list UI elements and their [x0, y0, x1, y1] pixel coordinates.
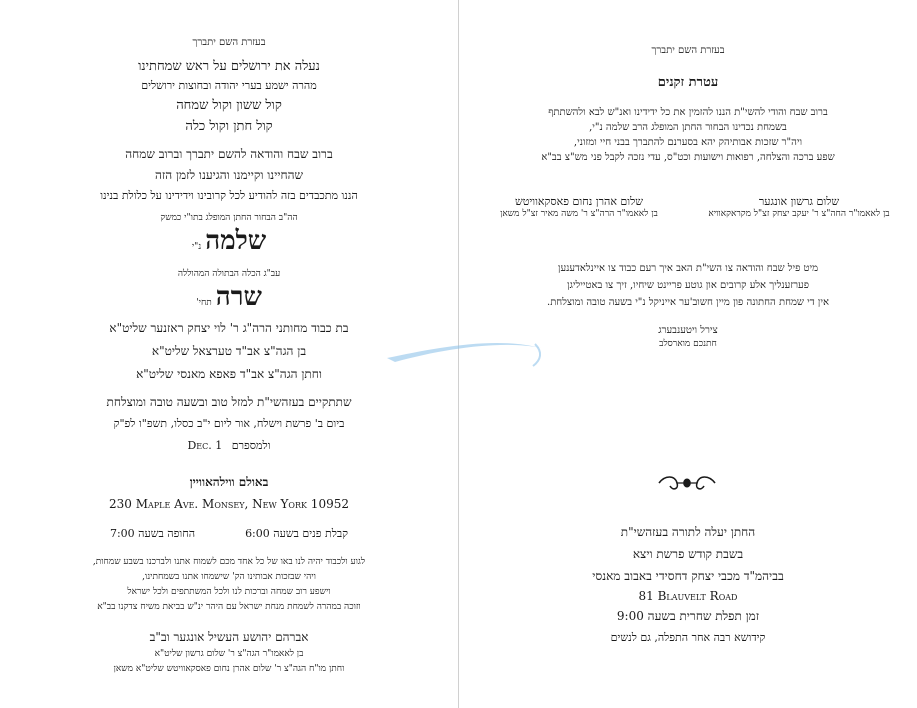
mazel-tov-line: שתתקיים בעזהשי"ת למזל טוב ובשעה טובה ומוצלחת: [106, 395, 352, 409]
paragraph-line-2: בשמחת נכדינו הבחור החתן המופלג הרב שלמה נ"י,: [589, 122, 787, 133]
hall-address: 230 Maple Ave. Monsey, New York 10952: [109, 497, 349, 511]
bride-parent-3: וחתן הגה"צ אב"ד פאפא מאנסי שליט"א: [136, 367, 322, 381]
bride-name-row: [0, 282, 458, 312]
aufruf-line-1: החתן יעלה לתורה בעזהשי"ת: [620, 525, 756, 539]
yiddish-signature: צירל ויטענבערג: [658, 325, 718, 336]
flourish-ornament: [655, 472, 719, 494]
civil-date: Dec. 1: [187, 439, 223, 452]
praise-line: ברוב שבח והודאה להשם יתברך וברוב שמחה: [125, 147, 333, 161]
verse-line-3: קול ששון וקול שמחה: [176, 98, 282, 113]
shehecheyanu-line: שהחיינו וקיימנו והגיענו לזמן הזה: [154, 168, 304, 182]
grandfather-1-name: שלום גרשון אונגער: [758, 195, 840, 208]
aufruf-line-2: בשבת קודש פרשת ויצא: [632, 547, 744, 561]
grandfather-2: [469, 195, 689, 221]
swoosh-decoration: [385, 330, 545, 370]
hall-name: באולם ווילהאוויין: [189, 475, 269, 489]
b-ezras-hashem: בעזרת השם יתברך: [192, 37, 266, 48]
kabbalas-panim-time: 6:00: [245, 527, 270, 540]
b-ezras-hashem-right: בעזרת השם יתברך: [651, 45, 725, 56]
grandfather-2-line: בן לאאמו"ר הרה"צ ר' משה מאיר זצ"ל משאן: [500, 209, 658, 220]
ateres-zekeinim-heading: עטרת זקנים: [657, 75, 719, 90]
bride-parent-2: בן הגה"צ אב"ד טערצאל שליט"א: [151, 344, 307, 358]
yiddish-line-1: מיט פיל שבח והודאה צו השי"ת האב איך רעם כבוד צו איינלאדענען: [557, 263, 819, 274]
verse-line-2: מהרה ישמע בערי יהודה ובחוצות ירושלים: [141, 79, 317, 92]
civil-date-label: ולמספרם: [231, 439, 271, 452]
aufruf-line-4: זמן תפלת שחרית בשעה 9:00: [616, 609, 760, 623]
yiddish-line-2: פערזענליך אלע קרובים און גוטע פריינט שיחיו, זיך צו באטייליגן: [567, 280, 809, 291]
verse-line-4: קול חתן וקול כלה: [185, 119, 273, 134]
shacharis-time: 9:00: [616, 609, 644, 623]
note-line-1: לגוע ולכבוד יהיה לנו באו של כל אחד מכם לשמוח אתנו ולברכנו בשבע שמחות,: [92, 557, 366, 567]
bride-parent-1: בת כבוד מחותני הרה"ג ר' לוי יצחק ראזנער שליט"א: [109, 321, 349, 335]
groom-name: שלמה: [205, 226, 267, 256]
signature-name: אברהם יהושע העשיל אונגער וב"ב: [149, 630, 309, 644]
grandfather-2-name: שלום אהרן נחום פאסקאוויטש: [514, 195, 644, 208]
aufruf-line-3: בביהמ"ד מכבי יצחק דחסידי באבוב מאנסי: [592, 569, 784, 583]
signature-line-2: בן לאאמו"ר הגה"צ ר' שלום גרשון שליט"א: [154, 649, 304, 659]
paragraph-line-3: ויה"ר שזכות אבותיהק יהא בסערנם להתברך בבני חיי ומזוני,: [573, 137, 803, 148]
announce-line: הננו מתכבדים בזה להודיע לכל קרובינו וידידינו על כלולת בנינו: [100, 189, 358, 202]
signature-line-3: וחתן מו"ח הגה"צ ר' שלום אהרן נחום פאסקאוויטש שליט"א משאן: [113, 664, 345, 674]
paragraph-line-1: ברוב שבח והודי להשי"ת הננו להזמין את כל ידידינו ואנ"ש לבא ולהשתתף: [548, 107, 828, 118]
chuppa: החופה בשעה 7:00: [109, 527, 196, 540]
hebrew-date: ביום ב' פרשת וישלח, אור ליום י"ב כסלו, תשפ"ו לפ"ק: [113, 417, 345, 430]
grandfather-1-line: בן לאאמו"ר החה"צ ר' יעקב יצחק זצ"ל מקראקאוויא: [708, 209, 890, 220]
aufruf-address: 81 Blauvelt Road: [638, 589, 738, 603]
groom-title: הה"ב הבחור החתן המופלג בתו"י כמשק: [160, 213, 298, 223]
note-line-4: וזוכה במהרה לשמחת מנחת ישראל עם היהר ינ"ש בביאת משיח צדקנו בב"א: [97, 602, 361, 612]
grandfather-1: [689, 195, 909, 221]
groom-suffix: נ"י: [191, 242, 202, 252]
yiddish-signature-2: חתנכם מוארסלב: [659, 339, 717, 349]
note-line-3: וישפע רוב שמחה וברכות לנו ולכל המשתתפים ולכל ישראל: [127, 587, 331, 597]
kabbalas-panim: קבלת פנים בשעה 6:00: [245, 527, 349, 540]
paragraph-line-4: שפע ברכה והצלחה, רפואות וישועות וכט"ס, עדי נזכה לקבל פני מש"צ בב"א: [541, 152, 835, 163]
bride-title: עב"ג הכלה הבתולה המהוללה: [177, 269, 281, 279]
verse-line-1: נעלה את ירושלים על ראש שמחתינו: [138, 59, 320, 74]
groom-name-row: [0, 226, 458, 256]
bride-name: שרה: [215, 282, 262, 312]
aufruf-line-5: קידושא רבה אחר התפלה, גם לנשים: [610, 631, 766, 644]
yiddish-line-3: אין די שמחת החתונה פון מיין חשוב'ער אייניקל נ"י בשעה טובה ומוצלחת.: [547, 297, 829, 308]
chuppa-time: 7:00: [109, 527, 135, 540]
bride-suffix: תחי': [196, 298, 212, 308]
times-row: [0, 527, 458, 540]
civil-date-row: [0, 440, 458, 451]
note-line-2: ויהי שבזכות אבותינו הק' שישמחו אתנו בשמחתינו,: [142, 572, 316, 582]
